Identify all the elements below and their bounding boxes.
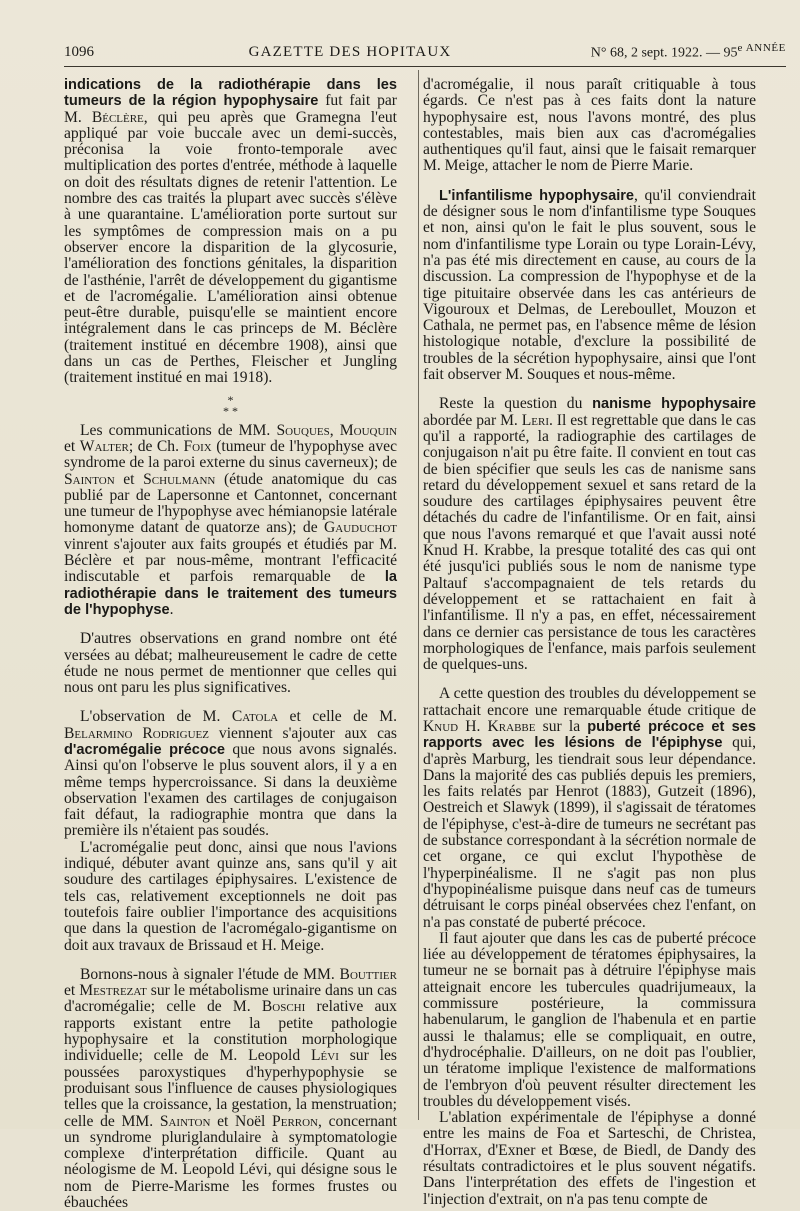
paragraph: d'acromégalie, il nous paraît critiquable à tous égards. Ce n'est pas à ces faits dont la nature hypophysaire est, nous l'avons montré, des plus contestables, mais bien aux cas d'acromégalies authentiques qu'il faut, ainsi que le faisait remarquer M. Meige, attacher le nom de Pierre Marie.: [423, 76, 756, 175]
journal-title: GAZETTE DES HOPITAUX: [248, 43, 452, 60]
right-column: [423, 77, 756, 1208]
page-number: 1096: [64, 43, 94, 60]
paragraph: L'observation de M. Catola et celle de M. Belarmino Rodriguez viennent s'ajouter aux cas d'acromégalie précoce que nous avons signalés. Ainsi qu'on l'observe le plus souvent alors, il y a en même temps hypercroissance. Si dans la deuxième observation l'examen des cartilages de conjugaison fait défaut, la radiographie montra que dans la première ils n'étaient pas soudés.: [64, 708, 397, 840]
paragraph: A cette question des troubles du développement se rattachait encore une remarquable étude critique de Knud H. Krabbe sur la puberté précoce et ses rapports avec les lésions de l'épiphyse qui, d'après Marburg, les tiendrait sous leur dépendance. Dans la majorité des cas publiés depuis les premiers, les faits relatés par Henrot (1883), Gutzeit (1896), Oestreich et Slawyk (1899), il s'agissait de tératomes de l'épiphyse, c'est-à-dire de tumeurs ne secrétant pas de substance correspondant à la sécrétion normale de cet organe, ce qui exclut l'hypothèse de l'hyperpinéalisme. Il ne s'agit pas non plus d'hypopinéalisme puisque dans neuf cas de tumeurs détruisant le corps pinéal observées chez l'enfant, on n'a pas constaté de puberté précoce.: [423, 685, 756, 931]
issue-date: N° 68, 2 sept. 1922. — 95: [590, 45, 738, 61]
paragraph: indications de la radiothérapie dans les tumeurs de la région hypophysaire fut fait par M. Béclère, qui peu après que Gramegna l'eut appliqué par voie buccale avec un demi-succès, préconisa la voie fronto-temporale avec multiplication des portes d'entrée, méthode à laquelle on doit des résultats dignes de retenir l'attention. Le nombre des cas traités la plupart avec succès s'élève à une quarantaine. L'amélioration porte surtout sur les symptômes de compression mais on a pu observer encore la disparition de la glycosurie, l'amélioration des fonctions génitales, la disparition de l'asthénie, l'arrêt de développement du gigantisme et de l'acromégalie. L'amélioration ainsi obtenue peut-être durable, puisqu'elle se maintient encore intégralement dans le cas princeps de M. Béclère (traitement institué en décembre 1908), ainsi que dans un cas de Perthes, Fleischer et Jungling (traitement institué en mai 1918).: [64, 77, 397, 387]
page-header: [64, 38, 786, 67]
paragraph: Il faut ajouter que dans les cas de puberté précoce liée au développement de tératomes épiphysaires, la tumeur ne se bornait pas à détruire l'épiphyse mais atteignait encore les tubercules quadrijumeaux, la commissure postérieure, la commissura habenularum, le ganglion de l'habenula et en partie aussi le thalamus; elle se compliquait, en outre, d'hydrocéphalie. D'ailleurs, on ne doit pas l'oublier, un tératome implique l'existence de malformations de l'embryon d'où peuvent résulter directement les troubles du développement visés.: [423, 929, 756, 1110]
paragraph: L'ablation expérimentale de l'épiphyse a donné entre les mains de Foa et Sarteschi, de Christea, d'Horrax, d'Exner et Bœse, de Biedl, de Dandy des résultats contradictoires et le plus souvent négatifs. Dans l'interprétation des effets de l'ingestion et l'injection d'extrait, on n'a pas tenu compte de: [423, 1109, 756, 1208]
paragraph: Les communications de MM. Souques, Mouquin et Walter; de Ch. Foix (tumeur de l'hypophyse avec syndrome de la paroi externe du sinus caverneux); de Sainton et Schulmann (étude anatomique du cas publié par de Lapersonne et Cantonnet, concernant une tumeur de l'hypophyse avec hémianopsie latérale homonyme datant de quatorze ans); de Gauduchot vinrent s'ajouter aux faits groupés et étudiés par M. Béclère et par nous-même, montrant l'efficacité indiscutable et parfois remarquable de la radiothérapie dans le traitement des tumeurs de l'hypophyse.: [64, 421, 398, 618]
paragraph: Reste la question du nanisme hypophysaire abordée par M. Leri. Il est regrettable que dans le cas qu'il a rapporté, la radiographie des cartilages de conjugaison n'ait pu être faite. Il convient en tout cas de bien spécifier que seuls les cas de nanisme sans retard du développement sexuel et sans retard de la soudure des cartilages épiphysaires peuvent être détachés du cadre de l'infantilisme. Or en fait, ainsi que nous l'avons remarqué et que l'avait aussi noté Knud H. Krabbe, la presque totalité des cas qui ont été jusqu'ici publiés sous le nom de nanisme type Paltauf s'accompagnaient de tels retards du développement et se rattachaient en fait à l'infantilisme. Il n'y a pas, en effet, nécessairement dans ce dernier cas persistance de tous les caractères morphologiques de l'enfance, mais parfois seulement de quelques-uns.: [423, 395, 757, 674]
column-divider: [418, 70, 419, 1120]
section-separator: * * *: [223, 392, 238, 418]
paragraph: Bornons-nous à signaler l'étude de MM. Bouttier et Mestrezat sur le métabolisme urinaire dans un cas d'acromégalie; celle de M. Boschi relative aux rapports existant entre la petite pathologie hypophysaire et la constitution morphologique individuelle; celle de M. Leopold Lévi sur les poussées paroxystiques d'hyperhypophysie se produisant sous l'influence de causes physiologiques telles que la croissance, la gestation, la menstruation; celle de MM. Sainton et Noël Perron, concernant un syndrome pluriglandulaire à symptomatologie complexe d'interprétation difficile. Quant au néologisme de M. Leopold Lévi, qui désigne sous le nom de Pierre-Marisme les formes frustes ou ébauchées: [64, 965, 398, 1211]
left-column: [64, 77, 397, 1211]
paragraph: L'acromégalie peut donc, ainsi que nous l'avions indiqué, débuter avant quinze ans, sans qu'il y ait soudure des cartilages épiphysaires. L'existence de tels cas, relativement exceptionnels ne doit pas toutefois faire oublier l'importance des acquisitions que dans la question de l'acromégalo-gigantisme on doit aux travaux de Brissaud et H. Meige.: [64, 838, 397, 954]
paragraph: D'autres observations en grand nombre ont été versées au débat; malheureusement le cadre de cette étude ne nous permet de mentionner que celles qui nous ont paru les plus significatives.: [64, 630, 397, 697]
paragraph: L'infantilisme hypophysaire, qu'il conviendrait de désigner sous le nom d'infantilisme type Souques et non, ainsi qu'on le fait le plus souvent, sous le nom d'infantilisme type Lorain ou type Lorain-Lévy, n'a pas été mis directement en cause, au cours de la discussion. La compression de l'hypophyse et de la tige pituitaire observée dans les cas antérieurs de Vigouroux et Delmas, de Lereboullet, Mouzon et Cathala, ne permet pas, en l'absence même de lésion histologique notable, d'exclure la possibilité de troubles de la sécrétion hypophysaire, ainsi que l'ont fait observer M. Souques et nous-même.: [423, 186, 756, 384]
issue-year-label: e ANNÉE: [737, 42, 786, 55]
issue-info: [526, 42, 786, 62]
